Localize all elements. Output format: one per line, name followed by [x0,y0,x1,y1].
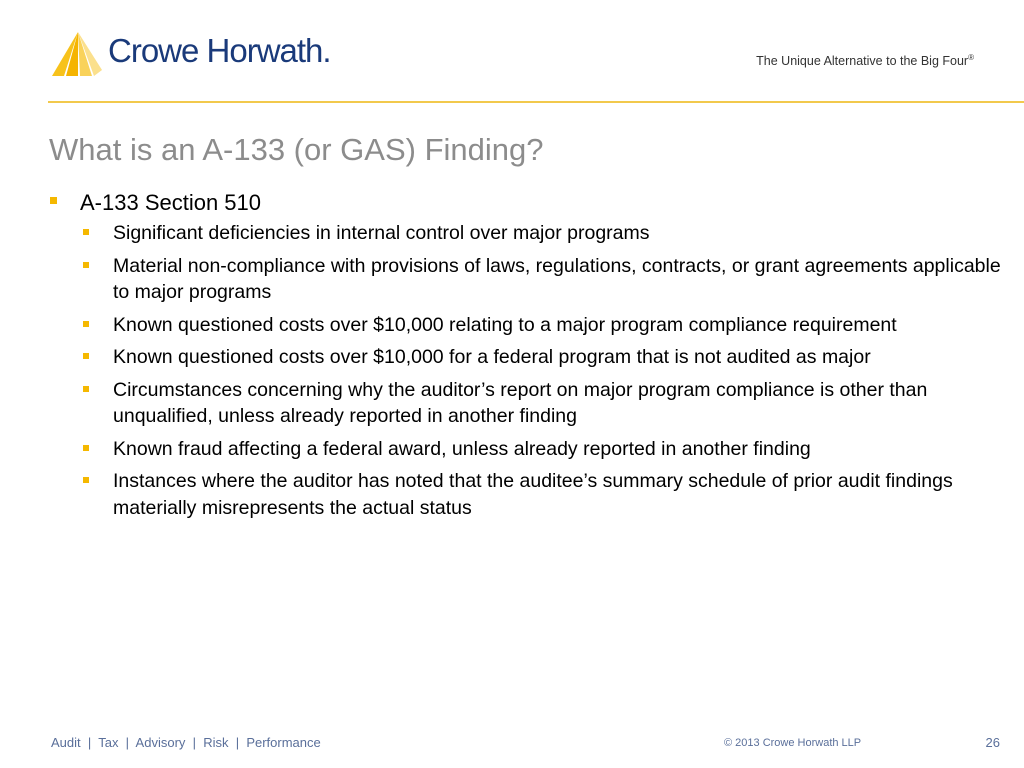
logo-wordmark: Crowe Horwath. [108,32,331,69]
sub-bullet [48,468,1008,521]
footer-copyright: © 2013 Crowe Horwath LLP [724,737,862,749]
main-bullet-text: A-133 Section 510 [80,190,262,215]
square-bullet-icon [83,321,89,327]
square-bullet-icon [83,445,89,451]
square-bullet-icon [83,262,89,268]
sub-bullet [48,377,1008,430]
sub-bullet-text: Circumstances concerning why the auditor’s report on major program compliance is other than unqualified, unless already reported in another finding [113,378,928,427]
sub-bullet-text: Instances where the auditor has noted that the auditee’s summary schedule of prior audit findings materially misrepresents the actual status [113,470,953,519]
registered-mark: ® [968,53,974,62]
square-bullet-icon [83,477,89,483]
slide-title: What is an A-133 (or GAS) Finding? [49,132,544,167]
sub-bullet-text: Known questioned costs over $10,000 relating to a major program compliance requirement [113,313,897,336]
sub-bullet-text: Known fraud affecting a federal award, unless already reported in another finding [113,437,811,460]
crowe-horwath-logo [48,30,331,80]
square-bullet-icon [83,353,89,359]
square-bullet-icon [83,229,89,235]
sub-bullet-text: Significant deficiencies in internal control over major programs [113,222,650,244]
sub-bullet-text: Known questioned costs over $10,000 for a federal program that is not audited as major [113,346,871,368]
tagline [756,53,974,68]
sub-bullet [48,312,1008,339]
slide-body [48,188,1008,527]
square-bullet-icon [50,197,57,204]
sub-bullet [48,253,1008,306]
sub-bullet [48,344,1008,371]
square-bullet-icon [83,386,89,392]
slide-header [0,0,1024,102]
main-bullet [48,188,1008,218]
rays-logo-icon [48,30,104,78]
sub-bullet [48,220,1008,247]
sub-bullet [48,436,1008,463]
sub-bullet-text: Material non-compliance with provisions of laws, regulations, contracts, or grant agreements applicable to major programs [113,254,1001,303]
footer-services: Audit | Tax | Advisory | Risk | Performance [51,735,321,750]
tagline-text: The Unique Alternative to the Big Four [756,54,969,69]
page-number: 26 [985,735,1000,750]
header-divider [48,101,1024,103]
